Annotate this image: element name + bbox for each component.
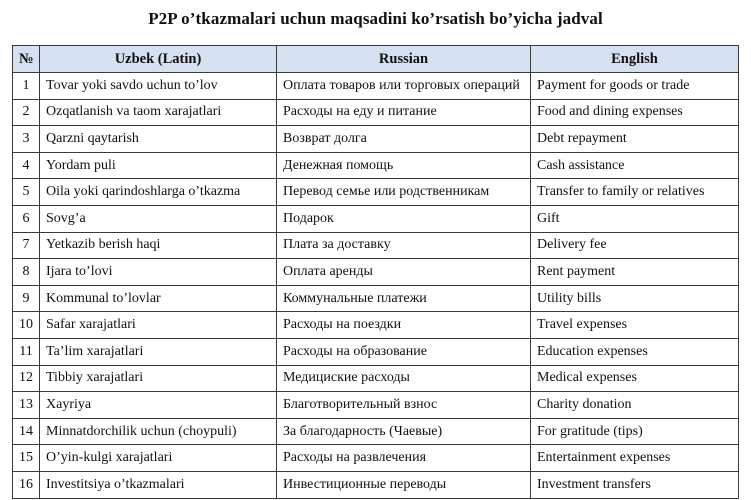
cell-number: 4 bbox=[13, 152, 40, 179]
cell-uzbek: Kommunal to’lovlar bbox=[40, 285, 277, 312]
cell-uzbek: Yetkazib berish haqi bbox=[40, 232, 277, 259]
table-row bbox=[13, 338, 739, 365]
table-body bbox=[13, 73, 739, 499]
cell-english: Travel expenses bbox=[531, 312, 739, 339]
cell-number: 3 bbox=[13, 126, 40, 153]
table-row bbox=[13, 471, 739, 498]
cell-russian: Медициские расходы bbox=[277, 365, 531, 392]
page-title: P2P o’tkazmalari uchun maqsadini ko’rsatish bo’yicha jadval bbox=[148, 9, 603, 28]
cell-russian: Возврат долга bbox=[277, 126, 531, 153]
cell-english: Food and dining expenses bbox=[531, 99, 739, 126]
cell-english: Rent payment bbox=[531, 259, 739, 286]
cell-uzbek: Ta’lim xarajatlari bbox=[40, 338, 277, 365]
cell-russian: Расходы на развлечения bbox=[277, 445, 531, 472]
cell-russian: Коммунальные платежи bbox=[277, 285, 531, 312]
cell-russian: Плата за доставку bbox=[277, 232, 531, 259]
cell-english: For gratitude (tips) bbox=[531, 418, 739, 445]
cell-uzbek: Tibbiy xarajatlari bbox=[40, 365, 277, 392]
cell-english: Debt repayment bbox=[531, 126, 739, 153]
table-row bbox=[13, 152, 739, 179]
cell-number: 16 bbox=[13, 471, 40, 498]
cell-uzbek: O’yin-kulgi xarajatlari bbox=[40, 445, 277, 472]
cell-uzbek: Oila yoki qarindoshlarga o’tkazma bbox=[40, 179, 277, 206]
cell-uzbek: Xayriya bbox=[40, 392, 277, 419]
table-row bbox=[13, 126, 739, 153]
column-header-russian: Russian bbox=[277, 46, 531, 73]
cell-russian: Расходы на поездки bbox=[277, 312, 531, 339]
cell-uzbek: Sovg’a bbox=[40, 205, 277, 232]
table-row bbox=[13, 179, 739, 206]
table-row bbox=[13, 232, 739, 259]
cell-english: Entertainment expenses bbox=[531, 445, 739, 472]
table-row bbox=[13, 205, 739, 232]
cell-english: Investment transfers bbox=[531, 471, 739, 498]
cell-english: Cash assistance bbox=[531, 152, 739, 179]
cell-russian: Подарок bbox=[277, 205, 531, 232]
cell-number: 9 bbox=[13, 285, 40, 312]
cell-uzbek: Yordam puli bbox=[40, 152, 277, 179]
column-header-uzbek: Uzbek (Latin) bbox=[40, 46, 277, 73]
cell-number: 2 bbox=[13, 99, 40, 126]
table-header-row bbox=[13, 46, 739, 73]
cell-uzbek: Minnatdorchilik uchun (choypuli) bbox=[40, 418, 277, 445]
cell-number: 1 bbox=[13, 73, 40, 100]
table-row bbox=[13, 73, 739, 100]
cell-english: Utility bills bbox=[531, 285, 739, 312]
table-row bbox=[13, 312, 739, 339]
cell-number: 5 bbox=[13, 179, 40, 206]
cell-uzbek: Investitsiya o’tkazmalari bbox=[40, 471, 277, 498]
column-header-number: № bbox=[13, 46, 40, 73]
cell-uzbek: Ozqatlanish va taom xarajatlari bbox=[40, 99, 277, 126]
cell-number: 12 bbox=[13, 365, 40, 392]
cell-english: Education expenses bbox=[531, 338, 739, 365]
cell-number: 10 bbox=[13, 312, 40, 339]
column-header-english: English bbox=[531, 46, 739, 73]
cell-english: Payment for goods or trade bbox=[531, 73, 739, 100]
table-row bbox=[13, 365, 739, 392]
cell-russian: Расходы на еду и питание bbox=[277, 99, 531, 126]
cell-number: 13 bbox=[13, 392, 40, 419]
table-row bbox=[13, 259, 739, 286]
cell-uzbek: Safar xarajatlari bbox=[40, 312, 277, 339]
cell-number: 8 bbox=[13, 259, 40, 286]
table-row bbox=[13, 99, 739, 126]
cell-russian: Благотворительный взнос bbox=[277, 392, 531, 419]
cell-english: Medical expenses bbox=[531, 365, 739, 392]
cell-uzbek: Ijara to’lovi bbox=[40, 259, 277, 286]
purpose-table bbox=[12, 45, 739, 499]
table-row bbox=[13, 285, 739, 312]
cell-russian: Оплата товаров или торговых операций bbox=[277, 73, 531, 100]
cell-russian: Перевод семье или родственникам bbox=[277, 179, 531, 206]
cell-russian: Инвестиционные переводы bbox=[277, 471, 531, 498]
cell-english: Transfer to family or relatives bbox=[531, 179, 739, 206]
cell-english: Gift bbox=[531, 205, 739, 232]
cell-uzbek: Qarzni qaytarish bbox=[40, 126, 277, 153]
cell-number: 7 bbox=[13, 232, 40, 259]
cell-number: 6 bbox=[13, 205, 40, 232]
cell-russian: Денежная помощь bbox=[277, 152, 531, 179]
cell-russian: Расходы на образование bbox=[277, 338, 531, 365]
cell-number: 14 bbox=[13, 418, 40, 445]
cell-english: Charity donation bbox=[531, 392, 739, 419]
cell-russian: За благодарность (Чаевые) bbox=[277, 418, 531, 445]
table-row bbox=[13, 445, 739, 472]
cell-uzbek: Tovar yoki savdo uchun to’lov bbox=[40, 73, 277, 100]
cell-russian: Оплата аренды bbox=[277, 259, 531, 286]
table-row bbox=[13, 392, 739, 419]
table-row bbox=[13, 418, 739, 445]
cell-english: Delivery fee bbox=[531, 232, 739, 259]
cell-number: 11 bbox=[13, 338, 40, 365]
cell-number: 15 bbox=[13, 445, 40, 472]
